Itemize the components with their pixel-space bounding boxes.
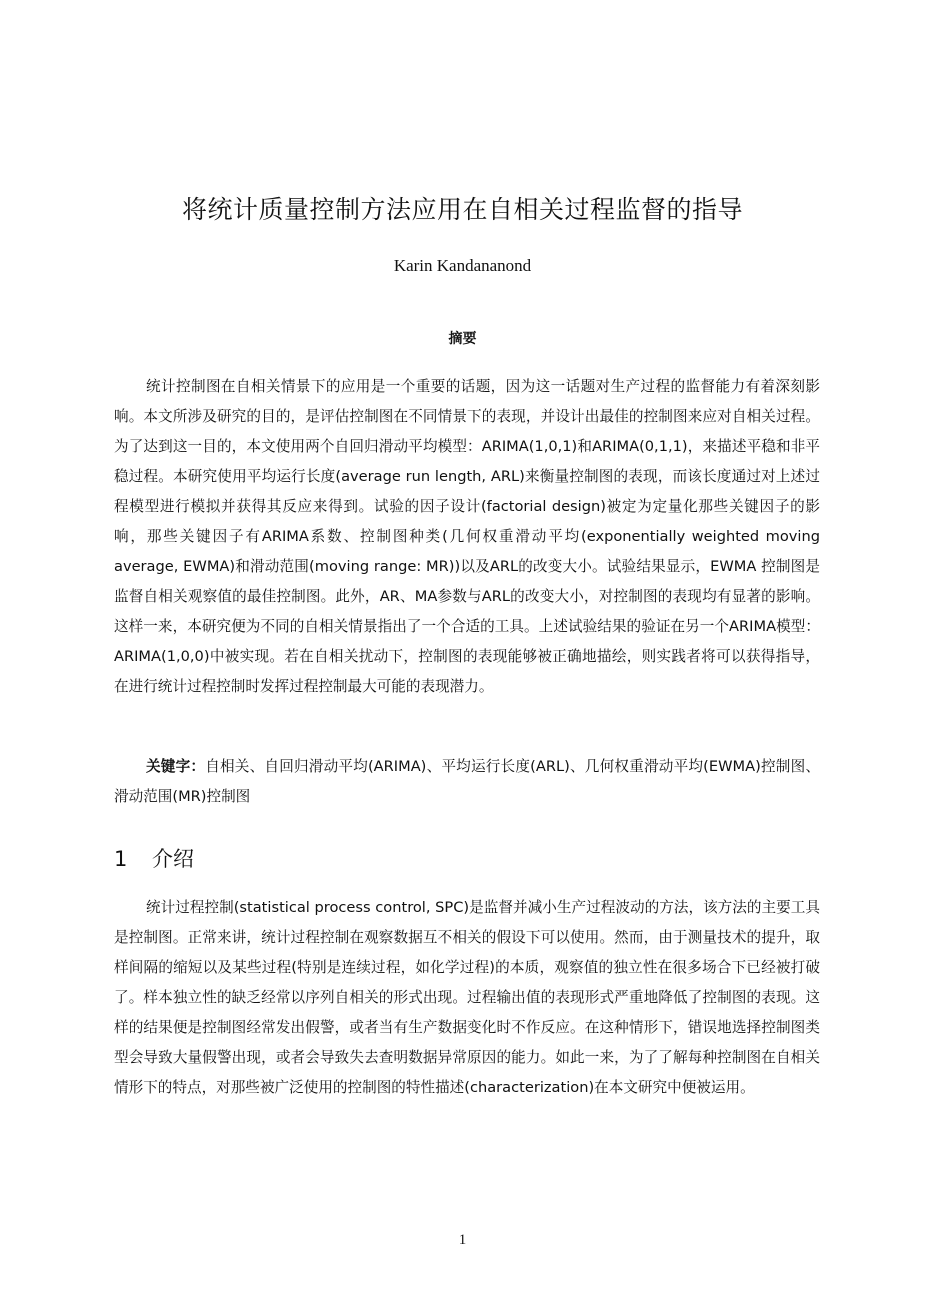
abstract-heading: 摘要 <box>448 331 477 347</box>
section-heading <box>114 843 194 873</box>
paper-title: 将统计质量控制方法应用在自相关过程监督的指导 <box>181 195 743 224</box>
author-name: Karin Kandananond <box>393 256 532 275</box>
keywords-label: 关键字： <box>146 758 206 775</box>
keywords-text: 自相关、自回归滑动平均(ARIMA)、平均运行长度(ARL)、几何权重滑动平均(EWMA)控制图、滑动范围(MR)控制图 <box>114 758 820 805</box>
section-number: 1 <box>114 847 128 871</box>
page-number: 1 <box>458 1232 467 1248</box>
abstract-text: 统计控制图在自相关情景下的应用是一个重要的话题，因为这一话题对生产过程的监督能力有着深刻影响。本文所涉及研究的目的，是评估控制图在不同情景下的表现，并设计出最佳的控制图来应对自相关过程。为了达到这一目的，本文使用两个自回归滑动平均模型：ARIMA(1,0,1)和ARIMA(0,1,1)，来描述平稳和非平稳过程。本研究使用平均运行长度(average run length, ARL)来衡量控制图的表现，而该长度通过对上述过程模型进行模拟并获得其反应来得到。试验的因子设计(factorial design)被定为定量化那些关键因子的影响，那些关键因子有ARIMA系数、控制图种类(几何权重滑动平均(exponentially weighted moving average, EWMA)和滑动范围(moving range: MR))以及ARL的改变大小。试验结果显示，EWMA 控制图是监督自相关观察值的最佳控制图。此外，AR、MA参数与ARL的改变大小，对控制图的表现均有显著的影响。这样一来，本研究便为不同的自相关情景指出了一个合适的工具。上述试验结果的验证在另一个ARIMA模型：ARIMA(1,0,0)中被实现。若在自相关扰动下，控制图的表现能够被正确地描绘，则实践者将可以获得指导，在进行统计过程控制时发挥过程控制最大可能的表现潜力。 <box>114 378 820 695</box>
introduction-text: 统计过程控制(statistical process control, SPC)是监督并减小生产过程波动的方法，该方法的主要工具是控制图。正常来讲，统计过程控制在观察数据互不相关的假设下可以使用。然而，由于测量技术的提升，取样间隔的缩短以及某些过程(特别是连续过程，如化学过程)的本质，观察值的独立性在很多场合下已经被打破了。样本独立性的缺乏经常以序列自相关的形式出现。过程输出值的表现形式严重地降低了控制图的表现。这样的结果便是控制图经常发出假警，或者当有生产数据变化时不作反应。在这种情形下，错误地选择控制图类型会导致大量假警出现，或者会导致失去查明数据异常原因的能力。如此一来，为了了解每种控制图在自相关情形下的特点，对那些被广泛使用的控制图的特性描述(characterization)在本文研究中便被运用。 <box>114 899 820 1096</box>
keywords-paragraph <box>114 752 820 812</box>
section-title: 介绍 <box>152 847 194 871</box>
